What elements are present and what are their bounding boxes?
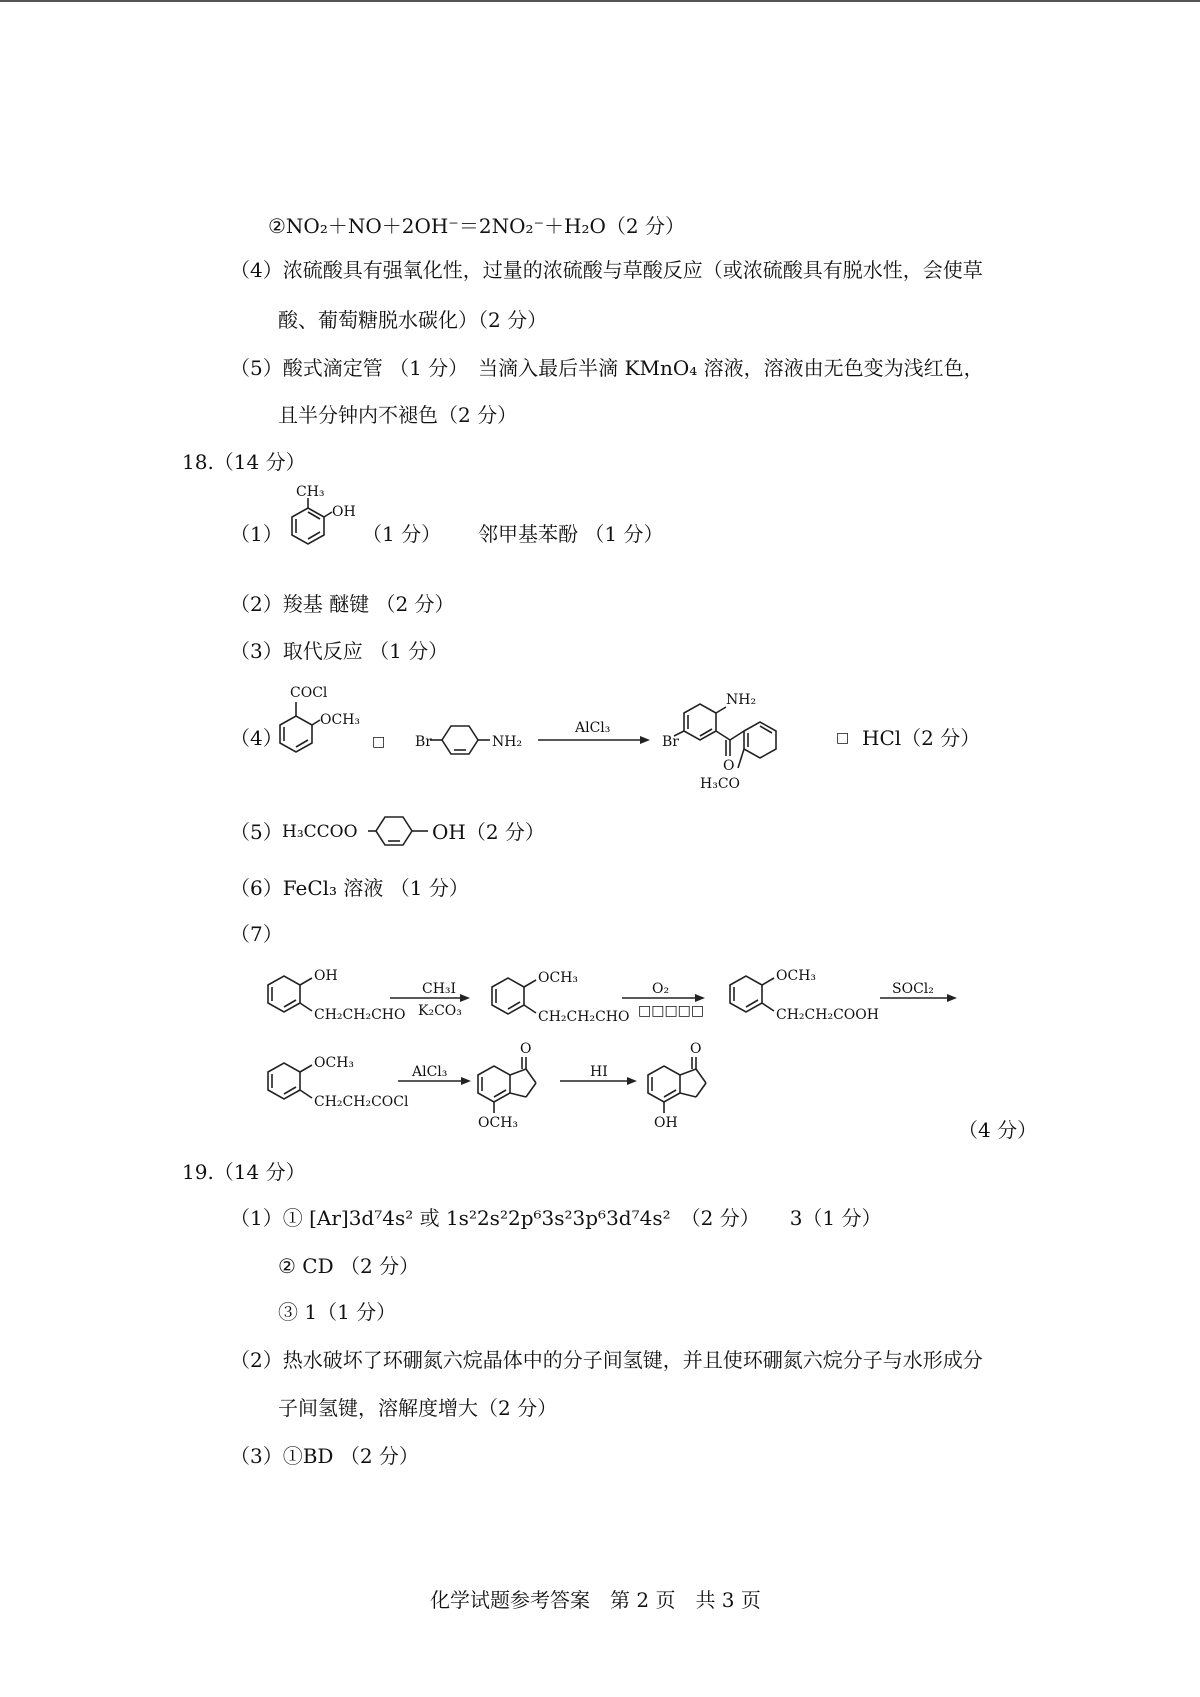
product-h3co-label: H₃CO	[700, 776, 741, 792]
q18-part4-label: （4）	[230, 726, 283, 750]
q19-part1-b: ② CD （2 分）	[278, 1254, 420, 1278]
s1-chain: CH₂CH₂CHO	[314, 1007, 406, 1023]
q18-part7-label: （7）	[230, 922, 283, 946]
s3-och3: OCH₃	[776, 968, 817, 984]
q17-part5-line2: 且半分钟内不褪色（2 分）	[278, 403, 518, 427]
s5-o: O	[520, 1041, 532, 1057]
oh-label: OH	[332, 504, 356, 520]
q18-part1-score: （1 分）	[362, 522, 442, 546]
q19-part1-a: （1）① [Ar]3d⁷4s² 或 1s²2s²2p⁶3s²3p⁶3d⁷4s² （2 分） 3（1 分）	[230, 1206, 882, 1230]
r2-top: O₂	[652, 981, 670, 997]
br-label: Br	[415, 734, 432, 750]
s1-oh: OH	[314, 968, 338, 984]
r3-top: SOCl₂	[892, 981, 934, 997]
page-footer: 化学试题参考答案 第 2 页 共 3 页	[430, 1588, 761, 1612]
s4-och3: OCH₃	[314, 1055, 355, 1071]
q19-part3: （3）①BD （2 分）	[230, 1444, 419, 1468]
r5-top: HI	[590, 1064, 608, 1080]
plus-box: □	[372, 734, 386, 750]
r1-bottom: K₂CO₃	[418, 1003, 462, 1019]
q18-part5-acetoxy: H₃CCOO	[282, 822, 358, 842]
q18-part5-oh: OH（2 分）	[432, 820, 545, 844]
q18-part1-label: （1）	[230, 522, 283, 546]
page-top-border	[0, 0, 1200, 2]
s5-och3: OCH₃	[478, 1115, 519, 1131]
q18-heading: 18.（14 分）	[182, 450, 306, 474]
q18-part7-score: （4 分）	[958, 1118, 1038, 1142]
q18-part4-reaction	[270, 680, 890, 800]
s4-chain: CH₂CH₂COCl	[314, 1094, 409, 1110]
r4-top: AlCl₃	[412, 1064, 448, 1080]
para-benzene-ring	[368, 806, 438, 856]
q18-part3: （3）取代反应 （1 分）	[230, 639, 449, 663]
q19-part2-line2: 子间氢键，溶解度增大（2 分）	[278, 1396, 558, 1420]
r2-bottom: □□□□□	[638, 1003, 705, 1019]
nh2-label: NH₂	[492, 734, 523, 750]
s3-chain: CH₂CH₂COOH	[776, 1007, 879, 1023]
q18-part5-label: （5）	[230, 820, 283, 844]
q18-part7-synthesis	[260, 955, 960, 1135]
s2-och3: OCH₃	[538, 970, 579, 986]
byproduct-box: □	[836, 730, 850, 746]
o-cresol-structure	[270, 484, 360, 562]
q19-part1-c: ③ 1（1 分）	[278, 1300, 397, 1324]
q19-part2-line1: （2）热水破坏了环硼氮六烷晶体中的分子间氢键，并且使环硼氮六烷分子与水形成分	[230, 1348, 983, 1372]
q18-part6: （6）FeCl₃ 溶液 （1 分）	[230, 876, 469, 900]
q17-equation: ②NO₂＋NO＋2OH⁻＝2NO₂⁻＋H₂O（2 分）	[268, 214, 685, 238]
q18-part2: （2）羧基 醚键 （2 分）	[230, 592, 455, 616]
q18-part1-name: 邻甲基苯酚 （1 分）	[478, 522, 664, 546]
ch3-label: CH₃	[296, 484, 325, 500]
product-br-label: Br	[662, 734, 679, 750]
s6-o: O	[690, 1041, 702, 1057]
product-o-label: O	[723, 758, 735, 774]
product-nh2-label: NH₂	[726, 692, 757, 708]
och3-label: OCH₃	[320, 712, 361, 728]
q19-heading: 19.（14 分）	[182, 1160, 306, 1184]
r1-top: CH₃I	[422, 981, 457, 997]
s2-chain: CH₂CH₂CHO	[538, 1009, 630, 1025]
s6-oh: OH	[654, 1115, 678, 1131]
q18-part4-hcl: HCl（2 分）	[862, 726, 981, 750]
q17-part4-line2: 酸、葡萄糖脱水碳化）（2 分）	[278, 308, 548, 332]
q17-part4-line1: （4）浓硫酸具有强氧化性，过量的浓硫酸与草酸反应（或浓硫酸具有脱水性，会使草	[230, 258, 983, 282]
q17-part5-line1: （5）酸式滴定管 （1 分） 当滴入最后半滴 KMnO₄ 溶液，溶液由无色变为浅红色，	[230, 356, 984, 380]
cocl-label: COCl	[290, 685, 328, 701]
alcl3-label: AlCl₃	[575, 720, 611, 736]
